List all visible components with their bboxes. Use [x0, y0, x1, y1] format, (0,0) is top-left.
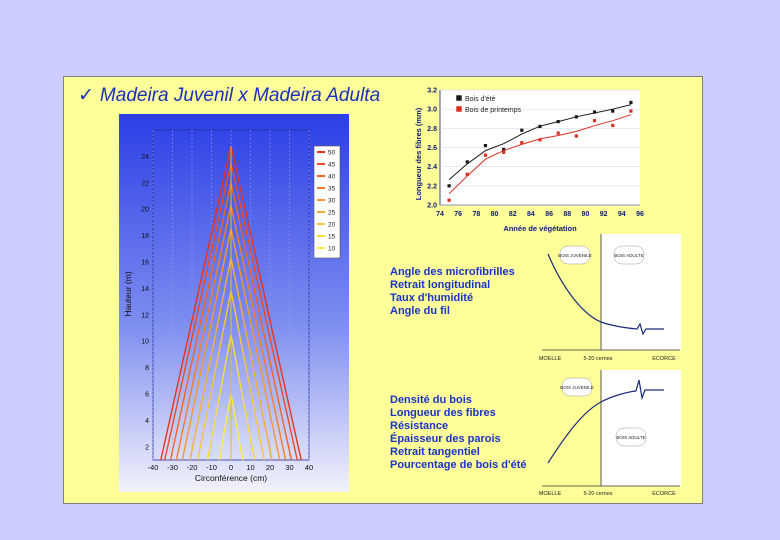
tree-x-tick-label: -40 — [147, 463, 159, 472]
list-item: Longueur des fibres — [390, 407, 496, 419]
fiber-y-tick-label: 3.0 — [427, 106, 437, 114]
fiber-y-tick-label: 2.8 — [427, 125, 437, 133]
tree-x-tick-label: 20 — [265, 463, 275, 472]
fiber-point — [593, 110, 596, 113]
tree-legend-label: 50 — [328, 149, 336, 157]
tree-y-tick-label: 12 — [141, 312, 149, 320]
fiber-x-tick-label: 78 — [472, 211, 481, 218]
fiber-x-tick-label: 92 — [599, 211, 608, 218]
diagram-bottom-juvenile-box — [560, 378, 594, 396]
tree-y-tick-label: 24 — [141, 153, 149, 161]
tree-y-tick-label: 8 — [145, 365, 149, 373]
tree-y-tick-label: 16 — [141, 259, 149, 267]
tree-chart-xlabel: Circonférence (cm) — [194, 473, 268, 483]
diagram-top-axis-mid: 5-20 cernes — [583, 356, 613, 362]
tree-legend-label: 10 — [328, 245, 336, 253]
list-item: Retrait longitudinal — [390, 279, 491, 291]
fiber-x-tick-label: 94 — [617, 211, 626, 218]
fiber-x-tick-label: 84 — [527, 211, 535, 218]
title-text: Madeira Juvenil x Madeira Adulta — [99, 85, 381, 106]
fiber-x-tick-label: 86 — [545, 211, 553, 218]
tree-legend-label: 30 — [328, 197, 336, 205]
tree-x-tick-label: 0 — [228, 463, 234, 472]
fiber-point — [611, 109, 614, 112]
fiber-x-tick-label: 80 — [490, 211, 499, 218]
tree-legend-label: 40 — [328, 173, 336, 181]
tree-x-tick-label: -30 — [167, 463, 178, 472]
fiber-point — [557, 120, 560, 123]
fiber-point — [611, 124, 614, 127]
fiber-x-tick-label: 88 — [563, 211, 572, 218]
tree-legend-label: 45 — [328, 161, 336, 169]
fiber-x-tick-label: 76 — [454, 211, 463, 218]
tree-legend-label: 35 — [328, 185, 336, 193]
tree-legend-label: 20 — [328, 221, 336, 229]
tree-legend-label: 25 — [328, 209, 336, 217]
diagram-top-adult-label: BOIS ADULTE — [614, 253, 644, 258]
fiber-x-tick-label: 96 — [636, 211, 644, 218]
fiber-y-tick-label: 2.4 — [427, 164, 437, 172]
fiber-point — [484, 154, 487, 157]
fiber-point — [466, 160, 469, 163]
tree-y-tick-label: 22 — [141, 180, 149, 188]
fiber-point — [447, 199, 450, 202]
fiber-point — [466, 173, 469, 176]
tree-y-tick-label: 20 — [141, 206, 149, 214]
tree-y-tick-label: 6 — [145, 391, 149, 399]
tree-chart-ylabel: Hauteur (m) — [123, 271, 133, 317]
fiber-point — [593, 119, 596, 122]
fiber-y-tick-label: 2.0 — [427, 202, 437, 210]
diagram-bottom-adult-zone — [601, 370, 681, 486]
tree-y-tick-label: 18 — [141, 233, 149, 241]
diagram-top-juvenile-box — [558, 246, 592, 264]
diagram-bottom-axis-mid: 5-20 cernes — [583, 491, 613, 497]
list-item: Densité du bois — [390, 394, 472, 406]
diagram-top-adult-box — [614, 246, 644, 264]
tree-y-tick-label: 4 — [145, 417, 149, 425]
fiber-y-tick-label: 2.2 — [427, 183, 437, 191]
tree-y-tick-label: 10 — [141, 338, 149, 346]
list-item: Angle des microfibrilles — [390, 266, 515, 278]
fiber-chart-ylabel: Longueur des fibres (mm) — [414, 107, 423, 201]
fiber-point — [557, 132, 560, 135]
diagram-top-axis-left: MOELLE — [538, 356, 562, 362]
list-item: Angle du fil — [390, 305, 450, 317]
check-icon: ✓ — [78, 85, 94, 106]
tree-chart-legend — [314, 146, 340, 258]
fiber-point — [629, 101, 632, 104]
tree-chart — [119, 114, 349, 492]
diagram-bottom-axis-right: ECORCE — [652, 491, 676, 497]
tree-x-tick-label: 30 — [285, 463, 294, 472]
list-item: Pourcentage de bois d'été — [390, 459, 527, 471]
tree-x-tick-label: -10 — [206, 463, 217, 472]
diagram-bottom-adult-box — [616, 428, 646, 446]
fiber-point — [520, 129, 523, 132]
fiber-x-tick-label: 74 — [436, 211, 444, 218]
fiber-legend-printemps: Bois de printemps — [465, 107, 522, 114]
list-item: Taux d'humidité — [390, 292, 474, 304]
fiber-point — [502, 151, 505, 154]
fiber-x-tick-label: 90 — [581, 211, 590, 218]
tree-y-tick-label: 14 — [141, 285, 149, 293]
fiber-point — [538, 125, 541, 128]
fiber-point — [520, 141, 523, 144]
list-item: Épaisseur des parois — [390, 433, 501, 445]
tree-x-tick-label: 40 — [304, 463, 314, 472]
fiber-point — [575, 134, 578, 137]
list-item: Résistance — [390, 420, 449, 432]
fiber-chart-xlabel: Année de végétation — [503, 224, 577, 233]
fiber-chart — [412, 84, 642, 234]
diagram-bottom — [532, 368, 682, 498]
fiber-x-tick-label: 82 — [508, 211, 517, 218]
diagram-top-axis-right: ECORCE — [652, 356, 676, 362]
diagram-top-juvenile-label: BOIS JUVENILE — [558, 253, 592, 258]
tree-legend-label: 15 — [328, 233, 336, 241]
fiber-point — [447, 184, 450, 187]
fiber-point — [629, 109, 632, 112]
tree-y-tick-label: 2 — [145, 444, 149, 452]
tree-x-tick-label: 10 — [246, 463, 255, 472]
diagram-bottom-axis-left: MOELLE — [538, 491, 562, 497]
fiber-point — [575, 115, 578, 118]
diagram-bottom-list — [390, 394, 526, 472]
diagram-top-list — [390, 266, 515, 318]
fiber-y-tick-label: 2.6 — [427, 145, 437, 152]
diagram-top — [532, 232, 682, 362]
list-item: Retrait tangentiel — [390, 446, 480, 458]
fiber-point — [484, 144, 487, 147]
slide-title — [78, 84, 380, 107]
fiber-legend-ete: Bois d'été — [465, 96, 496, 103]
tree-x-tick-label: -20 — [186, 463, 198, 472]
fiber-point — [538, 138, 541, 141]
diagram-bottom-adult-label: BOIS ADULTE — [616, 435, 646, 440]
fiber-y-tick-label: 3.2 — [427, 87, 437, 95]
diagram-bottom-juvenile-label: BOIS JUVENILE — [560, 385, 594, 390]
